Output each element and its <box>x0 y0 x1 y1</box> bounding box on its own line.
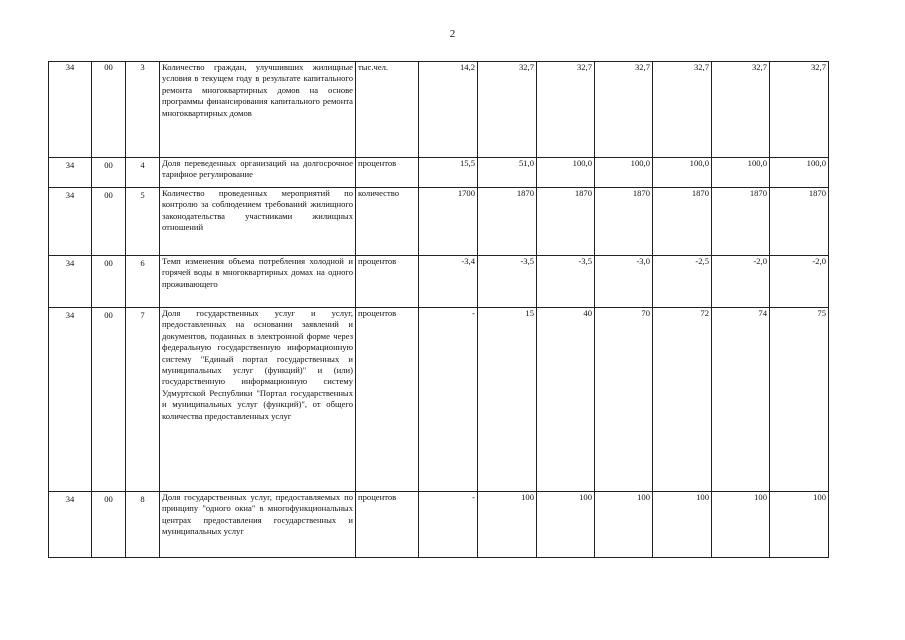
value-cell: 40 <box>537 308 595 492</box>
value-cell: 1870 <box>653 188 712 256</box>
value-cell: 100 <box>595 492 653 558</box>
indicator-description: Доля государственных услуг, предоставляемых по принципу "одного окна" в многофункциональных центрах предоставления государственных и муниципальных услуг <box>160 492 356 558</box>
value-cell: - <box>419 308 478 492</box>
value-cell: 32,7 <box>478 62 537 158</box>
table-row <box>49 256 829 308</box>
table-row <box>49 308 829 492</box>
value-cell: -2,0 <box>770 256 829 308</box>
code-cell-2: 00 <box>92 62 126 158</box>
indicator-description: Количество граждан, улучшивших жилищные условия в текущем году в результате капитального ремонта многоквартирных домов на основе программы финансирования капитального ремонта многоквартирных домов <box>160 62 356 158</box>
value-cell: 32,7 <box>712 62 770 158</box>
unit-cell: количество <box>356 188 419 256</box>
code-cell-1: 34 <box>49 62 92 158</box>
table-row <box>49 492 829 558</box>
indicator-description: Доля государственных услуг и услуг, предоставленных на основании заявлений и документов, поданных в электронной форме через федеральную государственную информационную систему "Единый портал государственных и муниципальных услуг (функций)" и (или) государственную информационную систему Удмуртской Республики "Портал государственных и муниципальных услуг (функций)", от общего количества предоставленных услуг <box>160 308 356 492</box>
value-cell: 1870 <box>478 188 537 256</box>
value-cell: 100,0 <box>770 158 829 188</box>
value-cell: 15 <box>478 308 537 492</box>
code-cell-1: 34 <box>49 256 92 308</box>
table-row <box>49 158 829 188</box>
value-cell: 15,5 <box>419 158 478 188</box>
code-cell-3: 5 <box>126 188 160 256</box>
value-cell: 14,2 <box>419 62 478 158</box>
code-cell-2: 00 <box>92 492 126 558</box>
value-cell: 1700 <box>419 188 478 256</box>
indicator-description: Доля переведенных организаций на долгосрочное тарифное регулирование <box>160 158 356 188</box>
value-cell: 100,0 <box>595 158 653 188</box>
page-number: 2 <box>449 28 456 40</box>
code-cell-3: 4 <box>126 158 160 188</box>
code-cell-3: 7 <box>126 308 160 492</box>
code-cell-3: 3 <box>126 62 160 158</box>
value-cell: 100 <box>537 492 595 558</box>
indicators-table <box>48 61 829 558</box>
value-cell: 1870 <box>770 188 829 256</box>
indicator-description: Количество проведенных мероприятий по контролю за соблюдением требований жилищного законодательства участниками жилищных отношений <box>160 188 356 256</box>
unit-cell: процентов <box>356 158 419 188</box>
code-cell-3: 6 <box>126 256 160 308</box>
table-row <box>49 188 829 256</box>
code-cell-2: 00 <box>92 158 126 188</box>
value-cell: 70 <box>595 308 653 492</box>
value-cell: 100,0 <box>653 158 712 188</box>
code-cell-2: 00 <box>92 256 126 308</box>
value-cell: 100,0 <box>712 158 770 188</box>
value-cell: 100 <box>653 492 712 558</box>
value-cell: -2,5 <box>653 256 712 308</box>
indicator-description: Темп изменения объема потребления холодной и горячей воды в многоквартирных домах на одного проживающего <box>160 256 356 308</box>
value-cell: - <box>419 492 478 558</box>
code-cell-2: 00 <box>92 308 126 492</box>
code-cell-1: 34 <box>49 492 92 558</box>
unit-cell: процентов <box>356 256 419 308</box>
value-cell: 75 <box>770 308 829 492</box>
value-cell: 1870 <box>537 188 595 256</box>
unit-cell: тыс.чел. <box>356 62 419 158</box>
table-row <box>49 62 829 158</box>
value-cell: 100 <box>712 492 770 558</box>
value-cell: -3,5 <box>537 256 595 308</box>
code-cell-1: 34 <box>49 158 92 188</box>
value-cell: 32,7 <box>770 62 829 158</box>
value-cell: 100 <box>478 492 537 558</box>
value-cell: 32,7 <box>595 62 653 158</box>
value-cell: 32,7 <box>653 62 712 158</box>
unit-cell: процентов <box>356 308 419 492</box>
code-cell-2: 00 <box>92 188 126 256</box>
value-cell: 72 <box>653 308 712 492</box>
value-cell: 1870 <box>712 188 770 256</box>
unit-cell: процентов <box>356 492 419 558</box>
value-cell: 100 <box>770 492 829 558</box>
value-cell: 1870 <box>595 188 653 256</box>
code-cell-3: 8 <box>126 492 160 558</box>
value-cell: -3,5 <box>478 256 537 308</box>
value-cell: -2,0 <box>712 256 770 308</box>
value-cell: 51,0 <box>478 158 537 188</box>
value-cell: 100,0 <box>537 158 595 188</box>
value-cell: 74 <box>712 308 770 492</box>
value-cell: -3,4 <box>419 256 478 308</box>
code-cell-1: 34 <box>49 188 92 256</box>
value-cell: 32,7 <box>537 62 595 158</box>
code-cell-1: 34 <box>49 308 92 492</box>
value-cell: -3,0 <box>595 256 653 308</box>
